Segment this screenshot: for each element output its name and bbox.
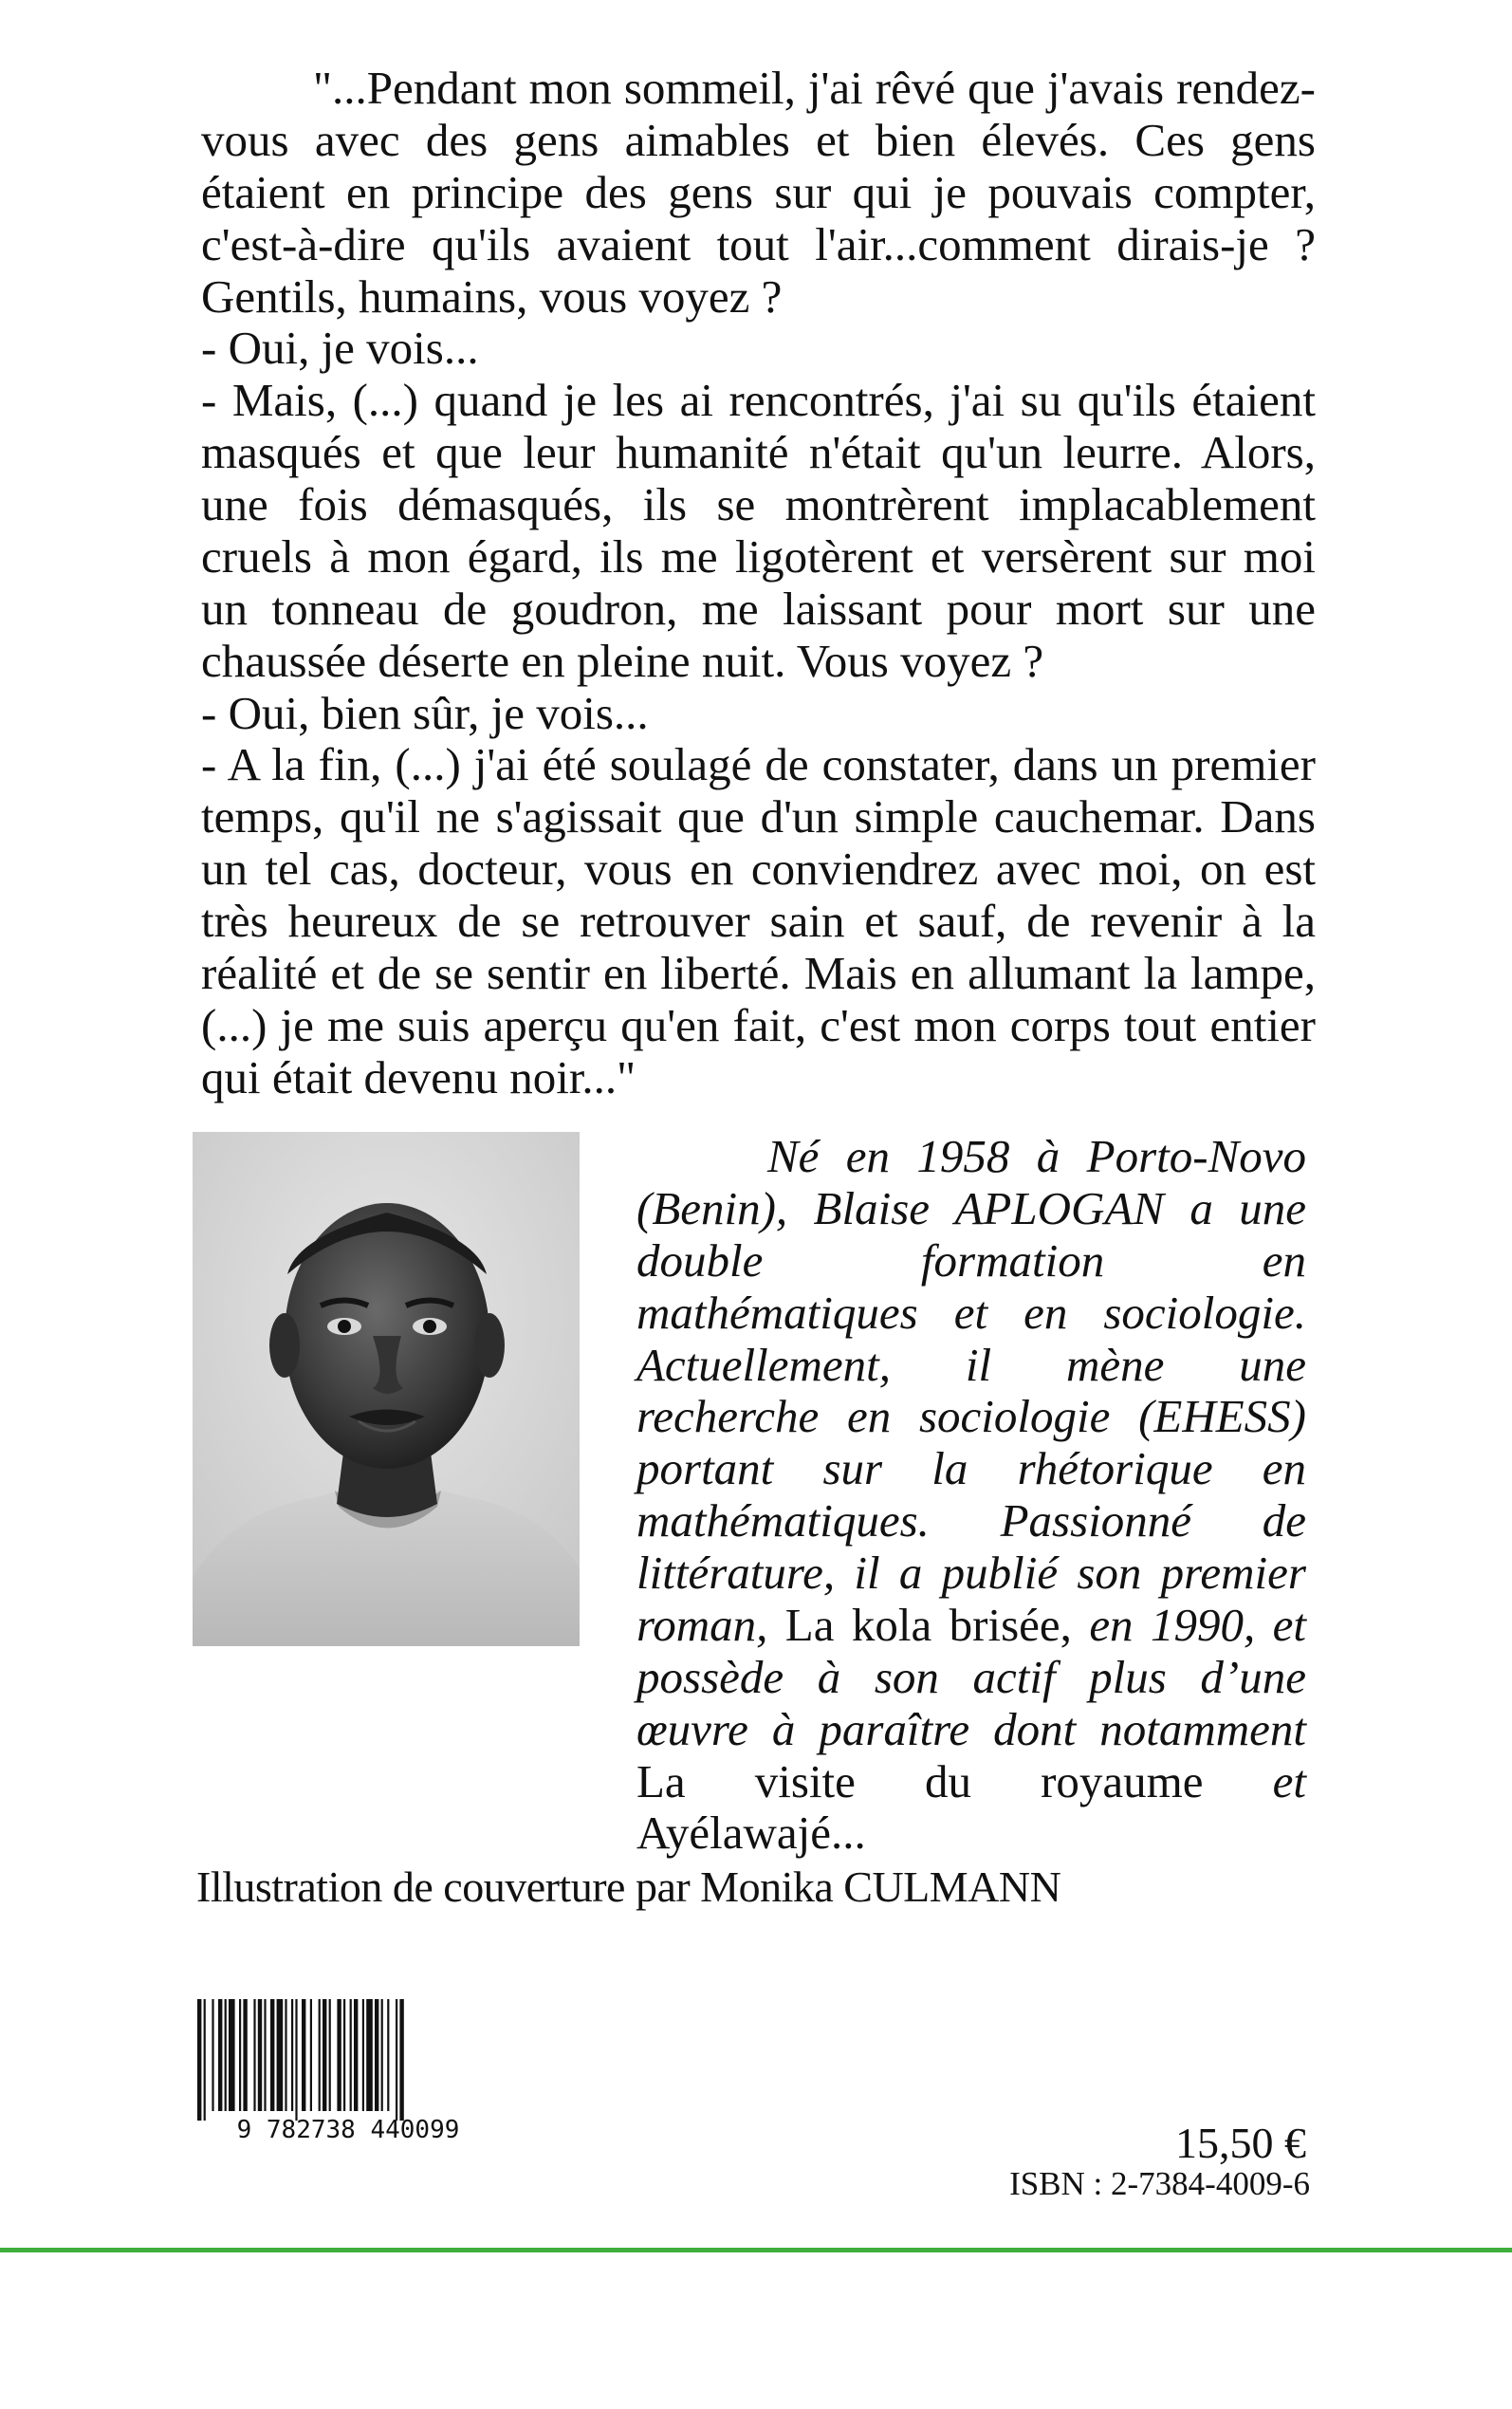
- biography-text-1: Né en 1958 à Porto-Novo (Benin), Blaise APLOGAN a une double formation en mathématiques et en sociologie. Actuellement, il mène une recherche en sociologie (EHESS) portant sur la rhétorique en mathématiques. Passionné de littérature, il a publié son premier roman,: [636, 1130, 1306, 1651]
- excerpt-paragraph-5: - A la fin, (...) j'ai été soulagé de constater, dans un premier temps, qu'il ne s'agissait que d'un simple cauchemar. Dans un tel cas, docteur, vous en conviendrez avec moi, on est très heureux de se retrouver sain et sauf, de revenir à la réalité et de se sentir en liberté. Mais en allumant la lampe, (...) je me suis aperçu qu'en fait, c'est mon corps tout entier qui était devenu noir...": [201, 738, 1316, 1103]
- biography-text-3: et: [1272, 1754, 1306, 1807]
- excerpt-paragraph-2: - Oui, je vois...: [201, 322, 479, 375]
- back-cover-excerpt: [201, 63, 1316, 1104]
- biography-paragraph: [636, 1131, 1306, 1860]
- author-photo: [193, 1132, 580, 1646]
- green-divider-line: [0, 2248, 1512, 2252]
- excerpt-paragraph-4: - Oui, bien sûr, je vois...: [201, 686, 649, 739]
- barcode-bars: [197, 1999, 404, 2121]
- excerpt-paragraph-3: - Mais, (...) quand je les ai rencontrés, j'ai su qu'ils étaient masqués et que leur humanité n'était qu'un leurre. Alors, une fois démasqués, ils se montrèrent implacablement cruels à mon égard, ils me ligotèrent et versèrent sur moi un tonneau de goudron, me laissant pour mort sur une chaussée déserte en pleine nuit. Vous voyez ?: [201, 374, 1316, 687]
- book-title-ayelawaje: Ayélawajé...: [636, 1807, 866, 1860]
- excerpt-paragraph-1: "...Pendant mon sommeil, j'ai rêvé que j'avais rendez-vous avec des gens aimables et bien élevés. Ces gens étaient en principe des gens sur qui je pouvais compter, c'est-à-dire qu'ils avaient tout l'air...comment dirais-je ? Gentils, humains, vous voyez ?: [201, 62, 1316, 323]
- isbn-barcode: [180, 1999, 517, 2141]
- author-portrait-image: [193, 1132, 580, 1646]
- biography-text-2: en 1990, et possède à son actif plus d’une œuvre à paraître dont notamment: [636, 1598, 1306, 1755]
- price-label: 15,50 €: [1175, 2119, 1306, 2167]
- barcode-number: 9 782738 440099: [236, 2116, 460, 2141]
- author-biography: [636, 1131, 1306, 1860]
- isbn-label: ISBN : 2-7384-4009-6: [1009, 2165, 1310, 2202]
- book-title-la-visite-du-royaume: La visite du royaume: [636, 1754, 1204, 1807]
- cover-illustration-credit: Illustration de couverture par Monika CULMANN: [196, 1862, 1061, 1911]
- book-title-la-kola-brisee: La kola brisée,: [784, 1598, 1072, 1651]
